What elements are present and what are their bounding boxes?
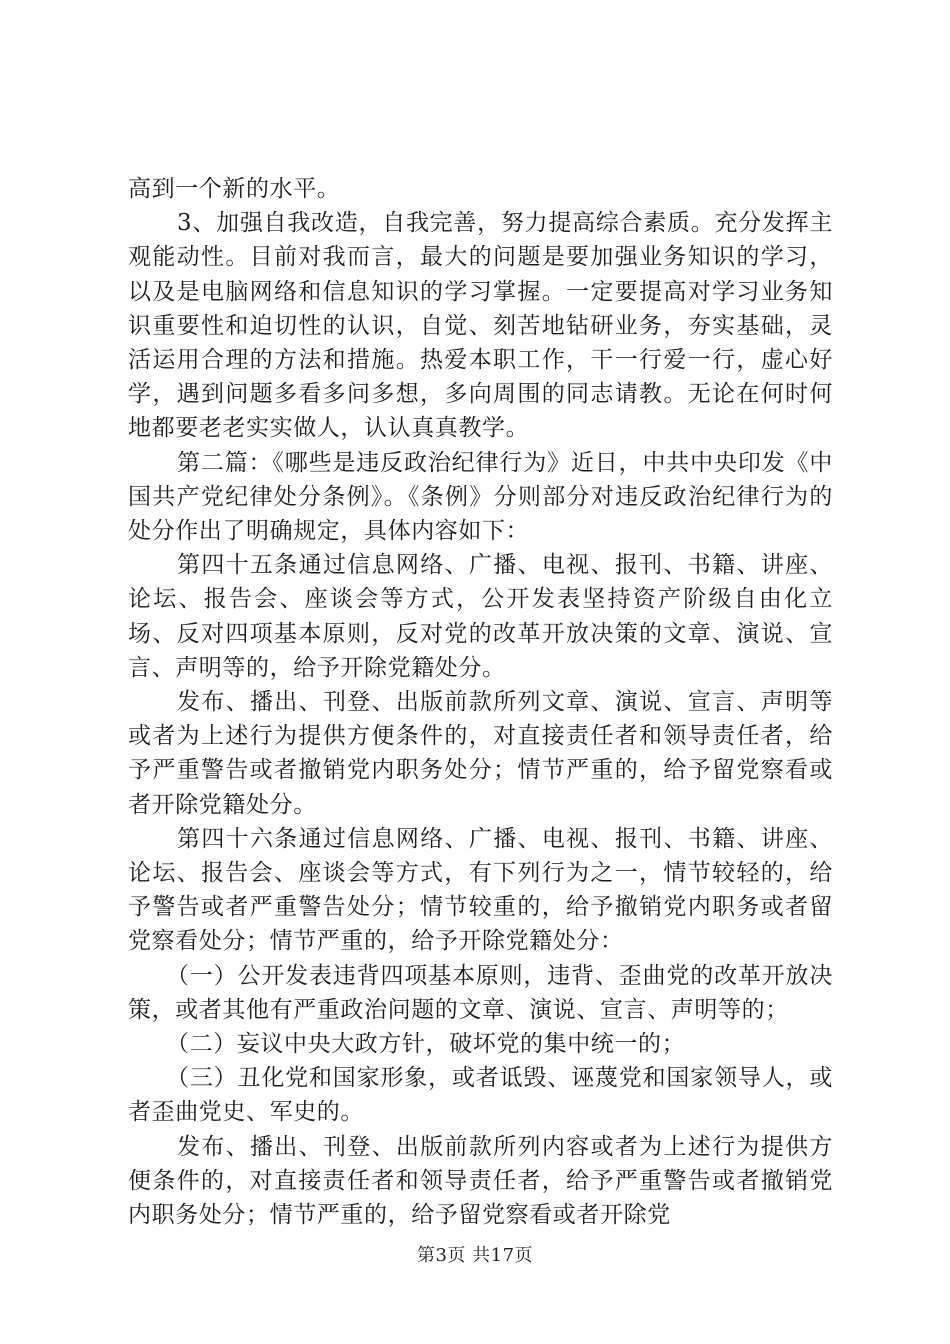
paragraph-self-improvement: 3、加强自我改造，自我完善，努力提高综合素质。充分发挥主观能动性。目前对我而言，最大的问题是要加强业务知识的学习，以及是电脑网络和信息知识的学习掌握。一定要提高对学习业务知识重要性和迫切性的认识，自觉、刻苦地钻研业务，夯实基础，灵活运用合理的方法和措施。热爱本职工作，干一行爱一行，虚心好学，遇到问题多看多问多想，多向周围的同志请教。无论在何时何地都要老老实实做人，认认真真教学。	[128, 210, 833, 442]
paragraph-part-two-intro: 第二篇：《哪些是违反政治纪律行为》近日，中共中央印发《中国共产党纪律处分条例》。《条例》分则部分对违反政治纪律行为的处分作出了明确规定，具体内容如下：	[128, 449, 833, 545]
paragraph-article-45-clause-2: 发布、播出、刊登、出版前款所列文章、演说、宣言、声明等或者为上述行为提供方便条件的，对直接责任者和领导责任者，给予严重警告或者撤销党内职务处分；情节严重的，给予留党察看或者开除党籍处分。	[128, 689, 833, 818]
page-number: 第3页 共17页	[416, 1245, 534, 1266]
paragraph-article-46: 第四十六条通过信息网络、广播、电视、报刊、书籍、讲座、论坛、报告会、座谈会等方式，有下列行为之一，情节较轻的，给予警告或者严重警告处分；情节较重的，给予撤销党内职务或者留党察看处分；情节严重的，给予开除党籍处分：	[128, 825, 833, 955]
list-item-1: （一）公开发表违背四项基本原则，违背、歪曲党的改革开放决策，或者其他有严重政治问题的文章、演说、宣言、声明等的；	[128, 962, 833, 1023]
list-item-2: （二）妄议中央大政方针，破坏党的集中统一的；	[166, 1031, 686, 1058]
list-item-3: （三）丑化党和国家形象，或者诋毁、诬蔑党和国家领导人，或者歪曲党史、军史的。	[128, 1065, 833, 1126]
paragraph-article-45: 第四十五条通过信息网络、广播、电视、报刊、书籍、讲座、论坛、报告会、座谈会等方式，公开发表坚持资产阶级自由化立场、反对四项基本原则，反对党的改革开放决策的文章、演说、宣言、声明等的，给予开除党籍处分。	[128, 552, 833, 681]
document-body	[128, 172, 833, 1232]
paragraph-article-46-clause-2: 发布、播出、刊登、出版前款所列内容或者为上述行为提供方便条件的，对直接责任者和领导责任者，给予严重警告或者撤销党内职务处分；情节严重的，给予留党察看或者开除党	[128, 1133, 833, 1229]
paragraph-continuation: 高到一个新的水平。	[128, 176, 341, 202]
